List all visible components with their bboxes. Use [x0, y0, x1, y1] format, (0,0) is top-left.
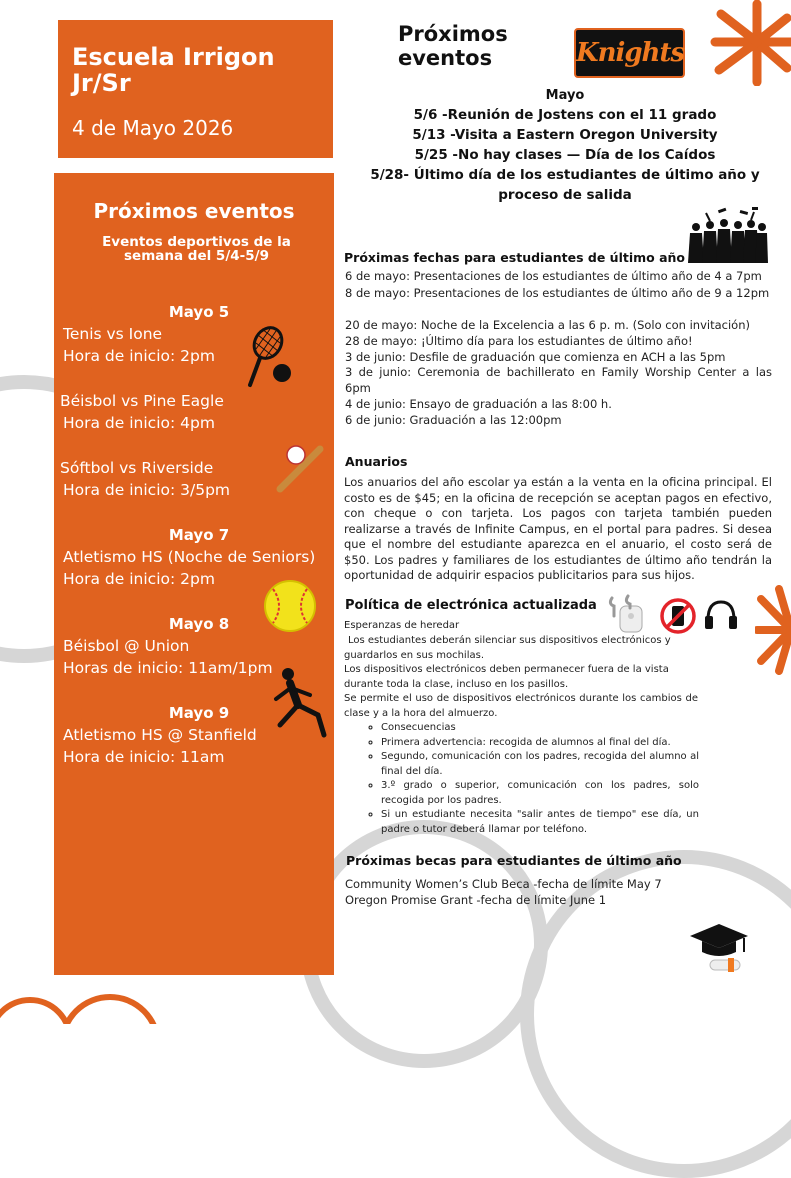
senior-date-line: 20 de mayo: Noche de la Excelencia a las 6 p. m. (Solo con invitación) [345, 318, 750, 332]
month-heading: Mayo [545, 88, 585, 103]
event-line: Hora de inicio: 3/5pm [63, 481, 231, 499]
runner-icon [266, 665, 330, 741]
school-header [58, 20, 333, 158]
event-item: 5/13 -Visita a Eastern Oregon University [412, 127, 718, 143]
list-item: ◦ Segundo, comunicación con los padres, recogida del alumno al final del día. [381, 750, 699, 779]
senior-date-line: 6 de junio: Graduación a las 12:00pm [345, 413, 562, 427]
electronics-intro: Esperanzas de heredar [344, 620, 460, 631]
knights-logo: Knights [574, 28, 685, 78]
list-item: ◦ Si un estudiante necesita "salir antes de tiempo" ese día, un padre o tutor deberá llamar por teléfono. [381, 808, 699, 837]
event-line: Horas de inicio: 11am/1pm [63, 659, 273, 677]
event-line: Atletismo HS (Noche de Seniors) [63, 548, 316, 566]
scholarship-line: Community Women’s Club Beca -fecha de límite May 7 [345, 877, 662, 891]
list-item: ◦ Consecuencias [381, 721, 699, 736]
list-item: ◦ Primera advertencia: recogida de alumnos al final del día. [381, 736, 699, 751]
day-heading: Mayo 7 [168, 526, 230, 544]
events-title-line2: eventos [398, 46, 493, 70]
event-line: Béisbol @ Union [63, 637, 190, 655]
senior-date-line: 4 de junio: Ensayo de graduación a las 8:00 h. [345, 397, 612, 411]
electronics-paragraph: Los dispositivos electrónicos deben permanecer fuera de la vista durante toda la clase, incluso en los pasillos. [344, 664, 669, 690]
day-heading: Mayo 8 [168, 615, 230, 633]
orange-scallop-bottom [0, 990, 200, 1024]
event-line: Atletismo HS @ Stanfield [63, 726, 257, 744]
headphones-icon [703, 598, 739, 632]
senior-date-line: 8 de mayo: Presentaciones de los estudiantes de último año de 9 a 12pm [345, 286, 770, 300]
consequences-list [363, 721, 699, 837]
senior-date-line: 28 de mayo: ¡Último día para los estudiantes de último año! [345, 334, 693, 348]
may-events-block [340, 88, 790, 205]
yearbook-heading: Anuarios [345, 454, 408, 469]
orange-burst-top-right [705, 0, 791, 86]
senior-date-line: 3 de junio: Ceremonia de bachillerato en Family Worship Center a las 6pm [345, 365, 772, 395]
senior-date-line: 6 de mayo: Presentaciones de los estudiantes de último año de 4 a 7pm [345, 269, 762, 283]
sports-events-panel [54, 173, 334, 975]
list-item: ◦ 3.º grado o superior, comunicación con los padres, solo recogida por los padres. [381, 779, 699, 808]
event-line: Hora de inicio: 11am [63, 748, 225, 766]
event-item: 5/28- Último día de los estudiantes de último año y [370, 167, 760, 183]
orange-burst-mid-right [755, 585, 791, 675]
school-name: Escuela Irrigon Jr/Sr [72, 43, 275, 97]
event-line: Tenis vs Ione [63, 325, 163, 343]
events-title [398, 22, 508, 70]
baseball-bat-icon [274, 443, 326, 495]
yearbook-text: Los anuarios del año escolar ya están a la venta en la oficina principal. El costo es de $45; en la oficina de recepción se aceptan pagos en efectivo, con cheque o con tarjeta. Los pagos con tarjeta también pueden realizarse a través de Infinite Campus, en el portal para padres. Si desea que el nombre del estudiante aparezca en el anuario, el costo será de $50. Los padres y familiares de los estudiantes de último año tendrán la oportunidad de adquirir espacios publicitarios para sus hijos. [344, 475, 772, 582]
graduation-cap-icon [688, 922, 750, 974]
sports-subtitle: Eventos deportivos de la semana del 5/4-5/9 [102, 234, 291, 264]
senior-date-line: 3 de junio: Desfile de graduación que comienza en ACH a las 5pm [345, 350, 726, 364]
senior-dates-heading: Próximas fechas para estudiantes de último año [344, 250, 686, 265]
tennis-racket-icon [246, 325, 296, 389]
event-line: Béisbol vs Pine Eagle [60, 392, 224, 410]
event-item: proceso de salida [498, 187, 632, 203]
electronics-paragraph: Los estudiantes deberán silenciar sus dispositivos electrónicos y guardarlos en sus mochilas. [344, 635, 671, 661]
event-item: 5/25 -No hay clases — Día de los Caídos [414, 147, 716, 163]
day-heading: Mayo 9 [168, 704, 230, 722]
events-title-line1: Próximos [398, 22, 508, 46]
electronics-heading: Política de electrónica actualizada [345, 598, 597, 613]
newsletter-date: 4 de Mayo 2026 [72, 116, 234, 140]
event-item: 5/6 -Reunión de Jostens con el 11 grado [413, 107, 717, 123]
graduates-icon [688, 207, 768, 263]
day-heading: Mayo 5 [168, 303, 230, 321]
event-line: Sóftbol vs Riverside [60, 459, 214, 477]
event-line: Hora de inicio: 2pm [63, 570, 215, 588]
scholarships-heading: Próximas becas para estudiantes de último año [346, 853, 682, 868]
sports-title: Próximos eventos [93, 199, 295, 223]
event-line: Hora de inicio: 2pm [63, 347, 215, 365]
event-line: Hora de inicio: 4pm [63, 414, 215, 432]
softball-icon [263, 579, 317, 633]
electronics-paragraph: Se permite el uso de dispositivos electrónicos durante los cambios de clase y a la hora del almuerzo. [344, 693, 698, 719]
scholarship-line: Oregon Promise Grant -fecha de límite June 1 [345, 893, 607, 907]
